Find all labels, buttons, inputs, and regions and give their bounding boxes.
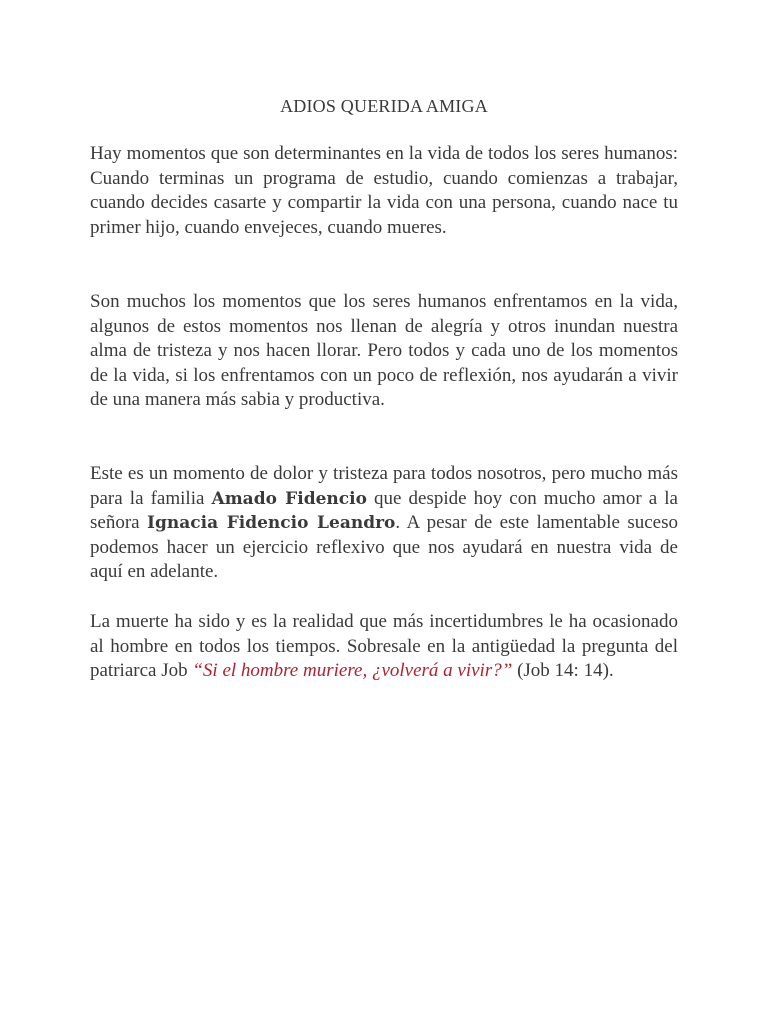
paragraph-moments: Son muchos los momentos que los seres humanos enfrentamos en la vida, algunos de estos momentos nos llenan de alegría y otros inundan nuestra alma de tristeza y nos hacen llorar. Pero todos y cada uno de los momentos de la vida, si los enfrentamos con un poco de reflexión, nos ayudarán a vivir de una manera más sabia y productiva. xyxy=(90,291,678,411)
paragraph-intro: Hay momentos que son determinantes en la vida de todos los seres humanos: Cuando terminas un programa de estudio, cuando comienzas a trabajar, cuando decides casarte y compartir la vida con una persona, cuando nace tu primer hijo, cuando envejeces, cuando mueres. xyxy=(90,143,678,238)
paragraph-death-text-1: La muerte ha sido y es la realidad que más incertidumbres le ha ocasionado al hombre en todos los tiempos. Sobresale en la antigüedad la pregunta del patriarca Job xyxy=(90,611,678,682)
family-name: Amado Fidencio xyxy=(211,488,367,509)
paragraph-family-text-1: Este es un momento de dolor y tristeza para todos nosotros, pero mucho más para la familia xyxy=(90,463,678,509)
paragraph-family xyxy=(90,462,678,585)
paragraph-family-text-2: que despide hoy con mucho amor a la señora xyxy=(90,487,678,534)
paragraph-family-text-3: . A pesar de este lamentable suceso podemos hacer un ejercicio reflexivo que nos ayudará en nuestra vida de aquí en adelante. xyxy=(90,512,679,583)
paragraph-death-text-2: (Job 14: 14). xyxy=(512,660,614,682)
document-title: ADIOS QUERIDA AMIGA xyxy=(280,96,488,116)
bible-quote: “Si el hombre muriere, ¿volverá a vivir?” xyxy=(192,660,513,682)
paragraph-death xyxy=(90,610,678,684)
deceased-name: Ignacia Fidencio Leandro xyxy=(147,513,396,534)
